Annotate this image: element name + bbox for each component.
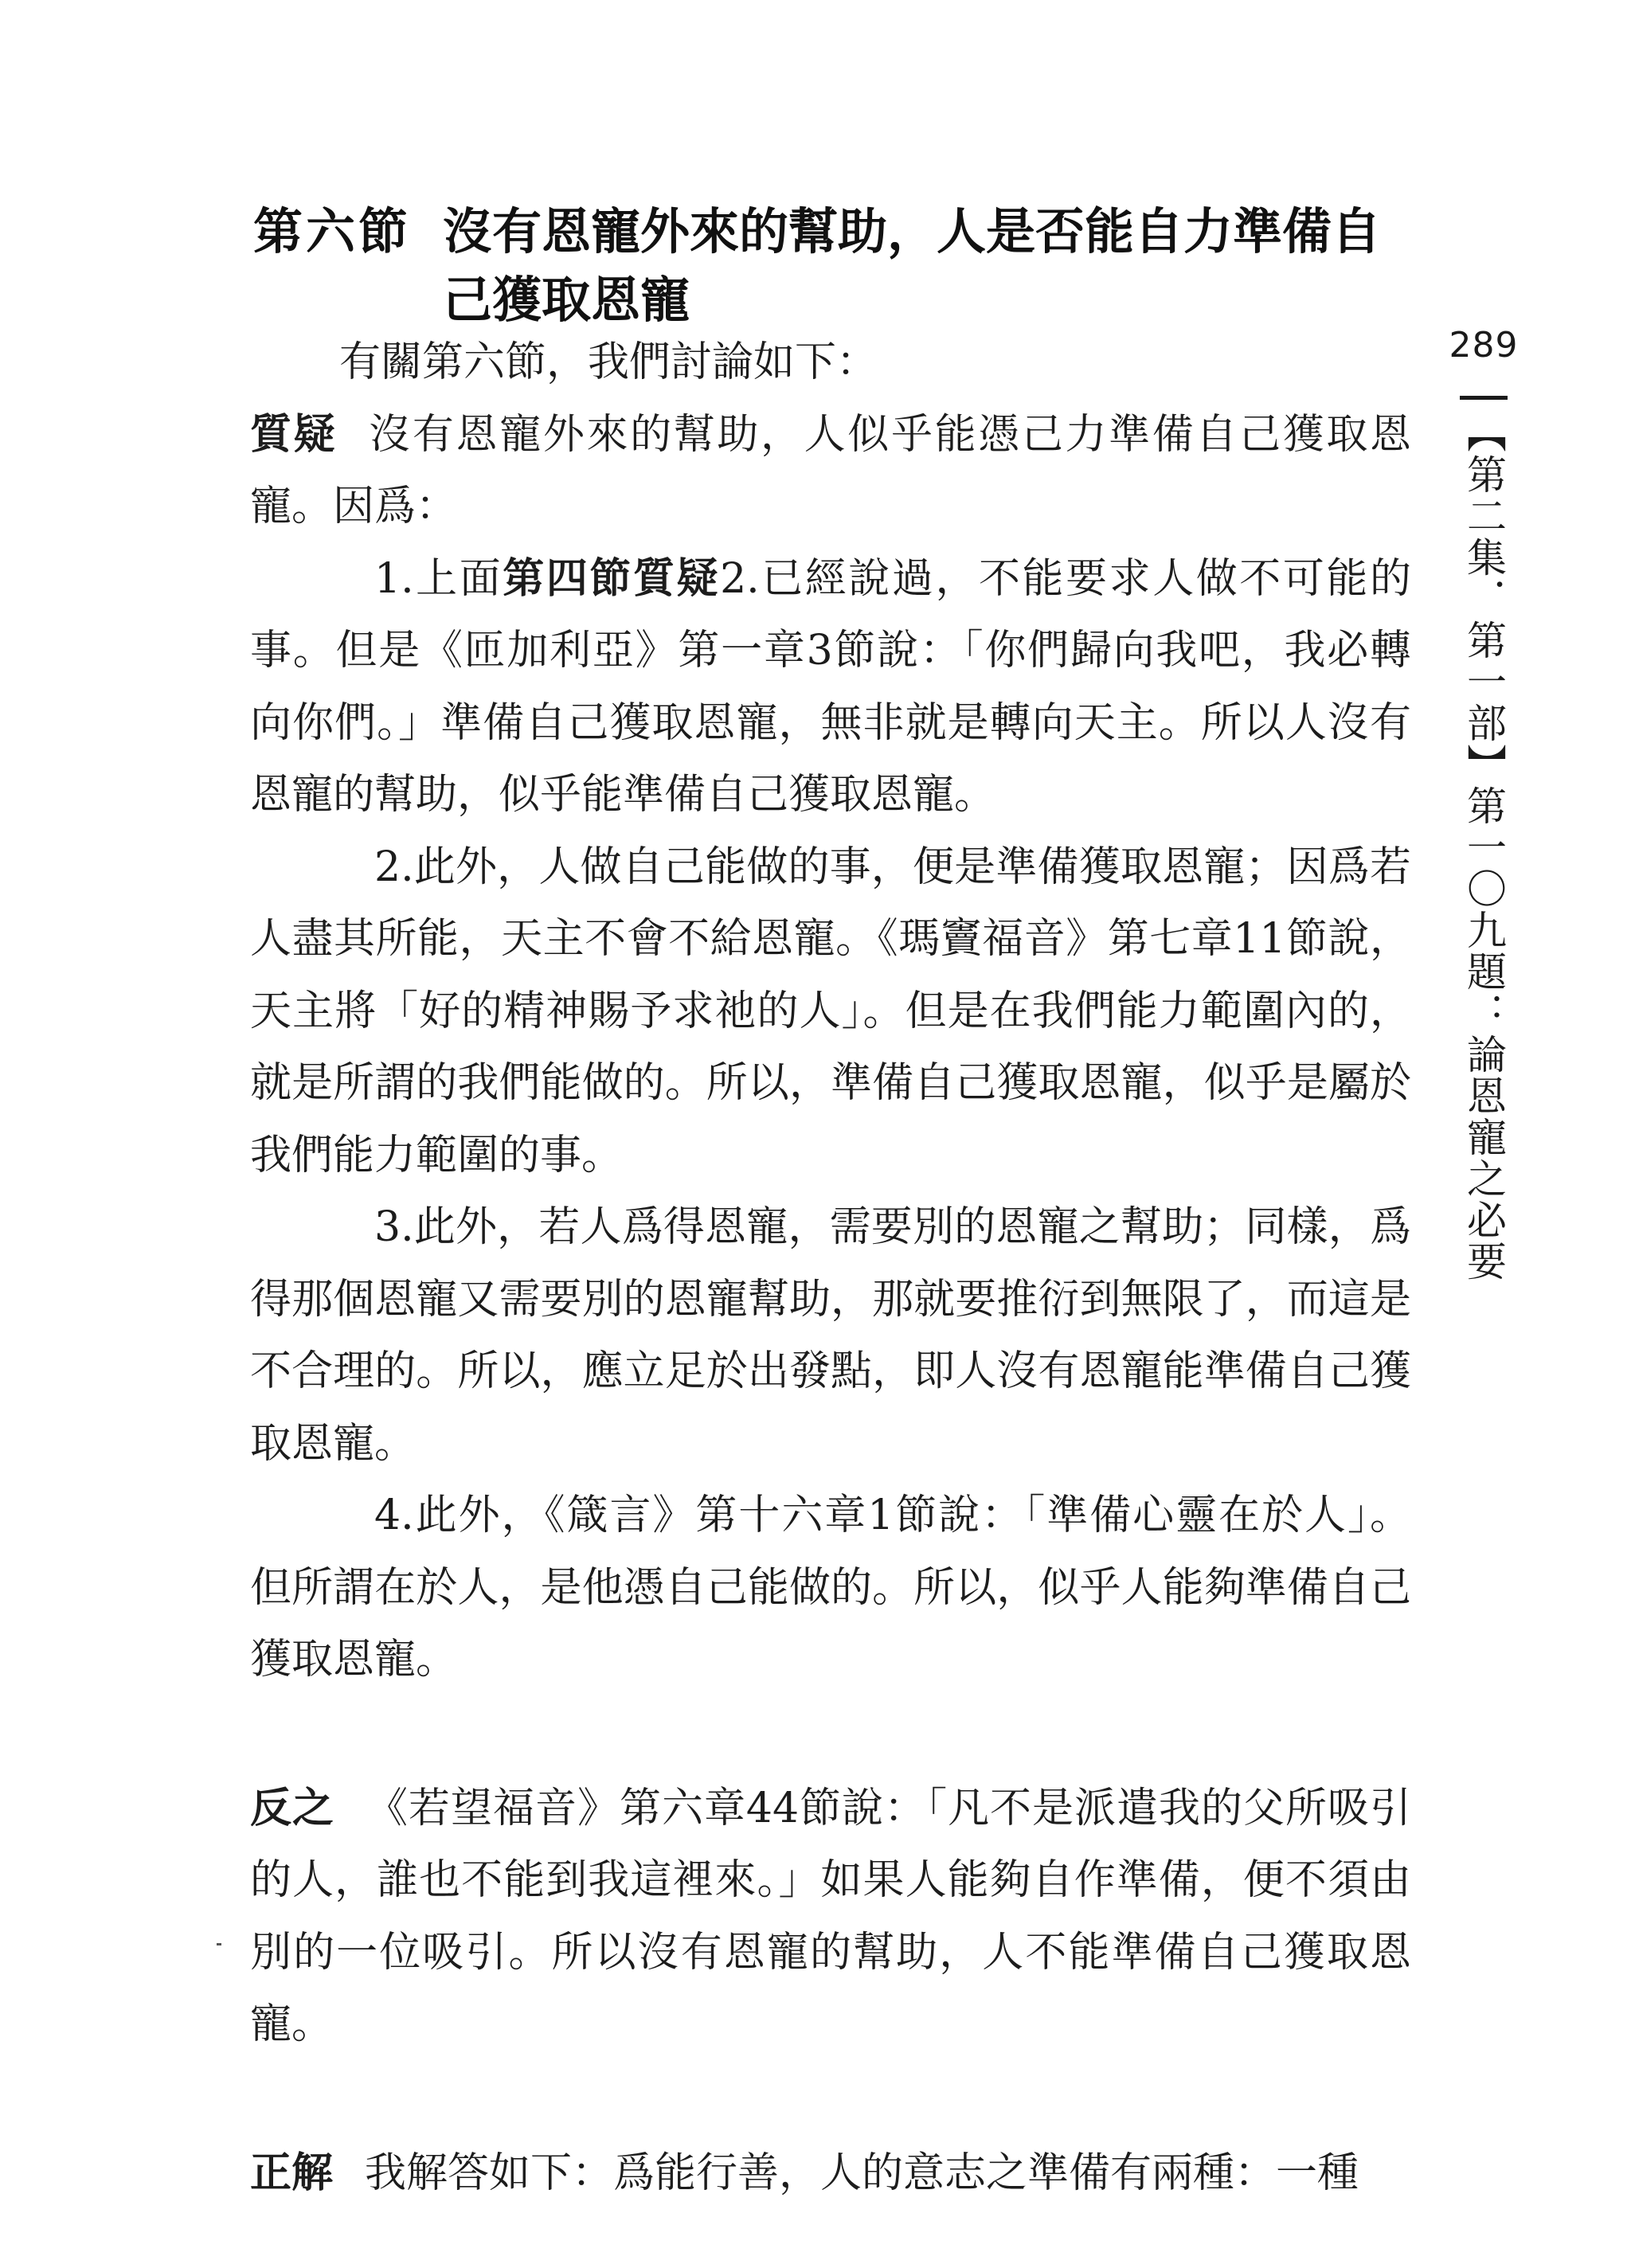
point-4: [250, 1480, 1411, 1696]
intro-paragraph: 有關第六節，我們討論如下：: [339, 338, 878, 386]
point-3-number: 3.: [374, 1203, 414, 1251]
page-number: 289: [1449, 325, 1519, 366]
section-title: 沒有恩寵外來的幫助，人是否能自力準備自己獲取恩寵: [443, 202, 1382, 329]
section-number: 第六節: [253, 202, 412, 260]
spacer: [250, 1696, 1411, 1773]
point-2: [250, 831, 1411, 1192]
answer-label: 正解: [250, 2149, 334, 2197]
contra-paragraph: [250, 1773, 1411, 2061]
point-4-text: 此外，《箴言》第十六章1節說：「準備心靈在於人」。但所謂在於人，是他憑自己能做的。所以，似乎人能夠準備自己獲取恩寵。: [250, 1492, 1411, 1683]
stray-mark: [217, 1943, 221, 1945]
contra-label: 反之: [250, 1784, 334, 1832]
body-text: [250, 327, 1411, 2209]
objection-paragraph: [250, 399, 1411, 543]
point-2-number: 2.: [374, 843, 414, 891]
point-3: [250, 1191, 1411, 1480]
point-1-reference: 第四節質疑: [503, 554, 721, 603]
running-title: 【第二集．第一部】第一〇九題：論恩寵之必要: [1461, 413, 1507, 1282]
point-2-text: 此外，人做自己能做的事，便是準備獲取恩寵；因爲若人盡其所能，天主不會不給恩寵。《瑪竇福音》第七章11節說，天主將「好的精神賜予求祂的人」。但是在我們能力範圍內的，就是所謂的我們能做的。所以，準備自己獲取恩寵，似乎是屬於我們能力範圍的事。: [250, 843, 1411, 1179]
point-1: [250, 543, 1411, 831]
objection-text: 沒有恩寵外來的幫助，人似乎能憑己力準備自己獲取恩寵。因爲：: [250, 410, 1411, 530]
point-1-number: 1.: [374, 554, 414, 603]
point-1-text: 2.已經說過，不能要求人做不可能的事。但是《匝加利亞》第一章3節說：「你們歸向我吧，我必轉向你們。」準備自己獲取恩寵，無非就是轉向天主。所以人沒有恩寵的幫助，似乎能準備自己獲取恩寵。: [250, 554, 1411, 819]
answer-text: 我解答如下：爲能行善，人的意志之準備有兩種：一種: [365, 2149, 1359, 2197]
point-1-lead: 上面: [413, 554, 503, 603]
point-4-number: 4.: [374, 1492, 414, 1539]
running-header: [1448, 325, 1520, 1288]
section-heading: [253, 197, 1408, 334]
point-3-text: 此外，若人爲得恩寵，需要別的恩寵之幫助；同樣，爲得那個恩寵又需要別的恩寵幫助，那就要推衍到無限了，而這是不合理的。所以，應立足於出發點，即人沒有恩寵能準備自己獲取恩寵。: [250, 1203, 1411, 1468]
spacer: [250, 2061, 1411, 2137]
objection-label: 質疑: [250, 410, 338, 459]
contra-text: 《若望福音》第六章44節說：「凡不是派遣我的父所吸引的人，誰也不能到我這裡來。」如果人能夠自作準備，便不須由別的一位吸引。所以沒有恩寵的幫助，人不能準備自己獲取恩寵。: [250, 1784, 1411, 2048]
answer-paragraph: [250, 2137, 1411, 2210]
header-rule: [1460, 396, 1508, 400]
